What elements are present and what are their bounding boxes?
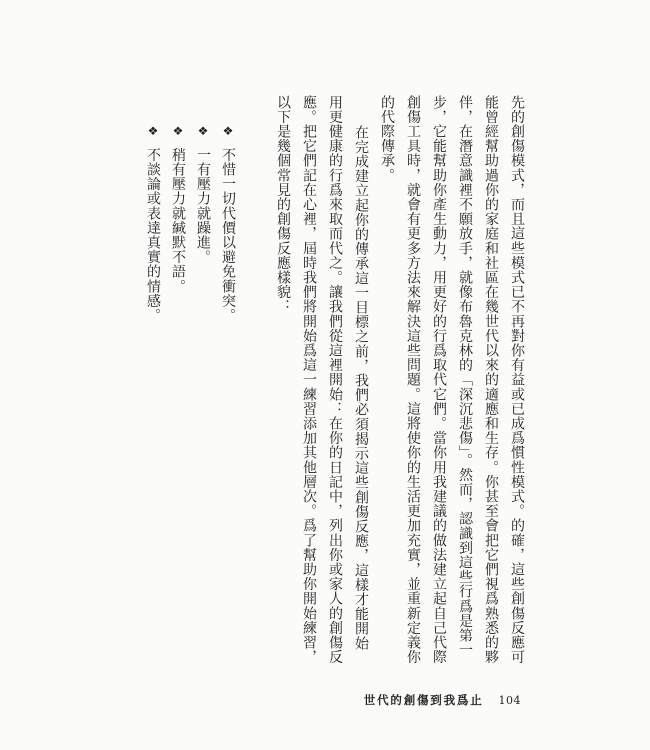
- text-column: 在完成建立起你的傳承這一目標之前，我們必須揭示這些創傷反應，這樣才能開始: [353, 125, 369, 651]
- book-title: 世代的創傷到我爲止: [363, 693, 484, 707]
- body-text: [270, 95, 530, 680]
- diamond-bullet-icon: ❖: [171, 124, 185, 139]
- list-item-text: 一有壓力就躁進。: [195, 147, 211, 265]
- text-column: 的代際傳承。: [379, 95, 395, 183]
- list-item: [215, 95, 240, 680]
- text-column: 步，它能幫助你產生動力，用更好的行爲取代它們。當你用我建議的做法建立起自己代際: [431, 95, 447, 665]
- text-column: 創傷工具時，就會有更多方法來解決這些問題。這將使你的生活更加充實，並重新定義你: [405, 95, 421, 665]
- paragraph-1: [374, 95, 530, 680]
- diamond-bullet-icon: ❖: [146, 124, 160, 139]
- list-item: [140, 95, 165, 680]
- text-column: 以下是幾個常見的創傷反應樣貌：: [275, 95, 291, 314]
- running-footer: [364, 692, 521, 708]
- diamond-bullet-icon: ❖: [196, 124, 210, 139]
- text-column: 應。把它們記在心裡，屆時我們將開始爲這一練習添加其他層次。爲了幫助你開始練習，: [301, 95, 317, 665]
- text-column: 用更健康的行爲來取而代之。讓我們從這裡開始：在你的日記中，列出你或家人的創傷反: [327, 95, 343, 665]
- text-column: 能曾經幫助過你的家庭和社區在幾世代以來的適應和生存。你甚至會把它們視爲熟悉的夥: [483, 95, 499, 665]
- page-number: 104: [498, 694, 521, 707]
- list-item-text: 不惜一切代價以避免衝突。: [220, 147, 236, 323]
- list-item: [165, 95, 190, 680]
- list-item-text: 不談論或表達真實的情感。: [145, 147, 161, 323]
- text-column: 先的創傷模式，而且這些模式已不再對你有益或已成爲慣性模式。的確，這些創傷反應可: [509, 95, 525, 665]
- list-item-text: 稍有壓力就緘默不語。: [170, 147, 186, 294]
- bullet-list: [140, 95, 240, 680]
- diamond-bullet-icon: ❖: [221, 124, 235, 139]
- list-item: [190, 95, 215, 680]
- paragraph-2: [270, 95, 374, 680]
- text-column: 伴，在潛意識裡不願放手，就像布魯克林的「深沉悲傷」。然而，認識到這些行爲是第一: [457, 95, 473, 658]
